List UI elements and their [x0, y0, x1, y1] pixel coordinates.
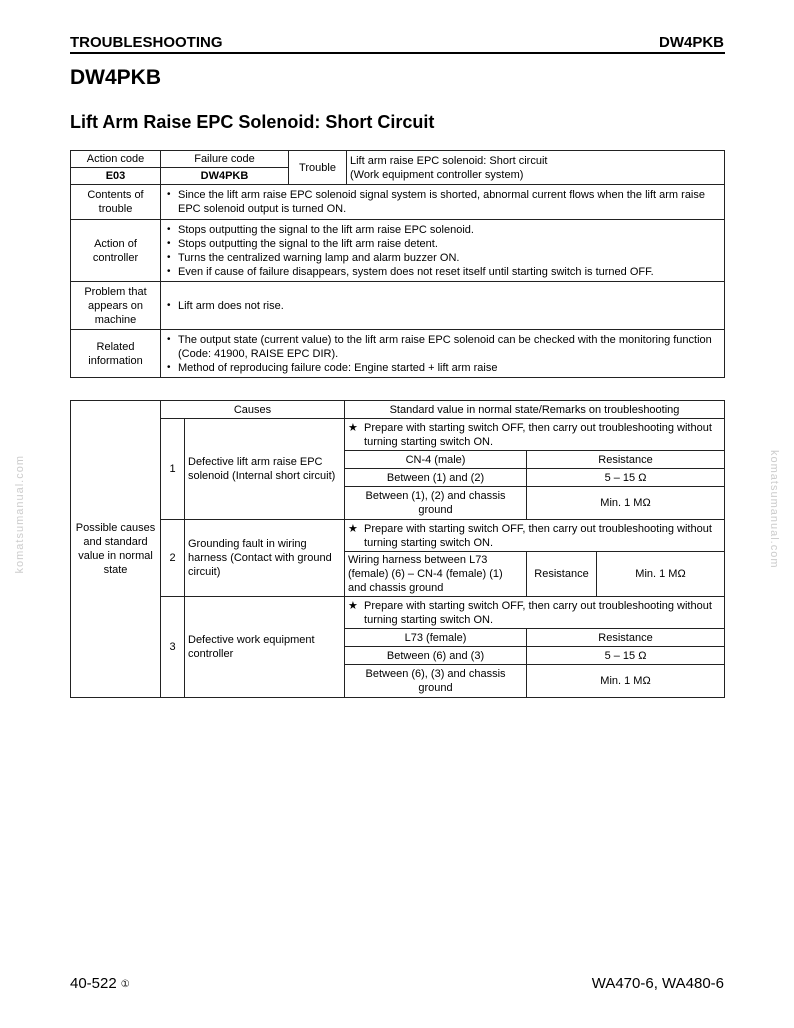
cause-2-note-row — [71, 520, 725, 552]
cause-3-col-2: Resistance — [527, 629, 725, 647]
cause-3-note-row — [71, 597, 725, 629]
info-header-row — [71, 151, 725, 168]
cause-1-note — [345, 419, 725, 451]
contents-label: Contents of trouble — [71, 185, 161, 220]
cause-2-number: 2 — [161, 520, 185, 597]
cause-1-note-row — [71, 419, 725, 451]
action-code-value: E03 — [71, 168, 161, 185]
prep-note-text: Prepare with starting switch OFF, then carry out troubleshooting without turning starting switch ON. — [364, 599, 712, 626]
cause-3-number: 3 — [161, 597, 185, 698]
problem-label: Problem that appears on machine — [71, 282, 161, 330]
star-icon: ★ — [348, 522, 358, 535]
cause-1-text: Defective lift arm raise EPC solenoid (Internal short circuit) — [185, 419, 345, 520]
causes-table — [70, 400, 725, 698]
trouble-line-1: Lift arm raise EPC solenoid: Short circuit — [350, 154, 548, 167]
footer-page — [70, 975, 130, 992]
action-row — [71, 220, 725, 282]
problem-item: • Lift arm does not rise. — [164, 299, 721, 313]
failure-code-value: DW4PKB — [161, 168, 289, 185]
watermark-left: komatsumanual.com — [14, 455, 26, 574]
cause-3-col-1: L73 (female) — [345, 629, 527, 647]
related-row — [71, 330, 725, 378]
cause-1-col-1: CN-4 (male) — [345, 451, 527, 469]
related-cell — [161, 330, 725, 378]
problem-row — [71, 282, 725, 330]
cause-1-r1-between: Between (1) and (2) — [345, 469, 527, 487]
trouble-description — [347, 151, 725, 185]
prep-note-text: Prepare with starting switch OFF, then carry out troubleshooting without turning starting switch ON. — [364, 421, 712, 448]
action-item: • Stops outputting the signal to the lift arm raise EPC solenoid. — [164, 223, 721, 237]
info-table — [70, 150, 725, 378]
possible-causes-label: Possible causes and standard value in normal state — [71, 401, 161, 698]
cause-3-text: Defective work equipment controller — [185, 597, 345, 698]
contents-cell — [161, 185, 725, 220]
action-label: Action of controller — [71, 220, 161, 282]
page-number: 40-522 — [70, 975, 117, 992]
related-item: • The output state (current value) to the lift arm raise EPC solenoid can be checked with the monitoring function (Code: 41900, RAISE EPC DIR). — [164, 333, 721, 361]
trouble-label: Trouble — [289, 151, 347, 185]
cause-1-number: 1 — [161, 419, 185, 520]
action-item: • Turns the centralized warning lamp and alarm buzzer ON. — [164, 251, 721, 265]
failure-code-label: Failure code — [161, 151, 289, 168]
cause-3-r1-between: Between (6) and (3) — [345, 647, 527, 665]
causes-header-row — [71, 401, 725, 419]
trouble-line-2: (Work equipment controller system) — [350, 168, 524, 181]
standard-header: Standard value in normal state/Remarks on troubleshooting — [345, 401, 725, 419]
cause-1-r2-between: Between (1), (2) and chassis ground — [345, 487, 527, 520]
related-item: • Method of reproducing failure code: Engine started + lift arm raise — [164, 361, 721, 375]
footer-models: WA470-6, WA480-6 — [591, 975, 724, 992]
cause-2-r1-harness: Wiring harness between L73 (female) (6) – CN-4 (female) (1) and chassis ground — [345, 552, 527, 597]
cause-3-r2-value: Min. 1 MΩ — [527, 665, 725, 698]
cause-3-r2-between: Between (6), (3) and chassis ground — [345, 665, 527, 698]
header-section: TROUBLESHOOTING — [70, 34, 223, 51]
header-code: DW4PKB — [658, 34, 724, 51]
failure-code-title: DW4PKB — [70, 66, 162, 89]
cause-2-r1-value: Min. 1 MΩ — [597, 552, 725, 597]
prep-note-text: Prepare with starting switch OFF, then carry out troubleshooting without turning starting switch ON. — [364, 522, 712, 549]
contents-row — [71, 185, 725, 220]
cause-1-r1-value: 5 – 15 Ω — [527, 469, 725, 487]
page-title: Lift Arm Raise EPC Solenoid: Short Circuit — [70, 112, 435, 132]
action-item: • Even if cause of failure disappears, system does not reset itself until starting switch is turned OFF. — [164, 265, 721, 279]
cause-2-note — [345, 520, 725, 552]
star-icon: ★ — [348, 599, 358, 612]
header-rule — [70, 52, 725, 54]
related-label: Related information — [71, 330, 161, 378]
star-icon: ★ — [348, 421, 358, 434]
cause-3-r1-value: 5 – 15 Ω — [527, 647, 725, 665]
cause-1-col-2: Resistance — [527, 451, 725, 469]
action-item: • Stops outputting the signal to the lift arm raise detent. — [164, 237, 721, 251]
revision-mark: ① — [120, 979, 130, 990]
cause-2-text: Grounding fault in wiring harness (Contact with ground circuit) — [185, 520, 345, 597]
cause-3-note — [345, 597, 725, 629]
action-cell — [161, 220, 725, 282]
problem-cell — [161, 282, 725, 330]
cause-1-r2-value: Min. 1 MΩ — [527, 487, 725, 520]
action-code-label: Action code — [71, 151, 161, 168]
cause-2-r1-label: Resistance — [527, 552, 597, 597]
contents-item: • Since the lift arm raise EPC solenoid signal system is shorted, abnormal current flows when the lift arm raise EPC solenoid output is turned ON. — [164, 188, 721, 216]
causes-header: Causes — [161, 401, 345, 419]
watermark-right: komatsumanual.com — [768, 450, 780, 569]
